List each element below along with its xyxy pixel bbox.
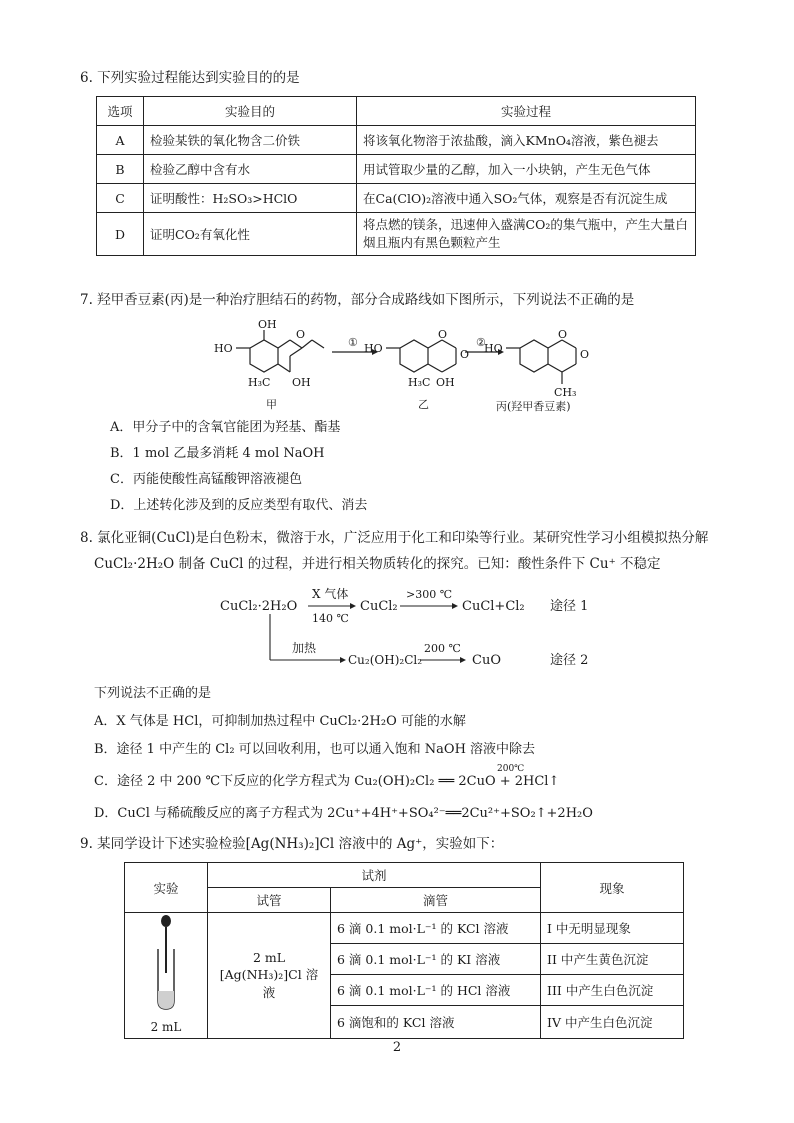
header-dropper: 滴管 [331,888,541,913]
q7-option-a: A．甲分子中的含氧官能团为羟基、酯基 [110,420,341,435]
route-t200: 200 ℃ [424,642,461,655]
cell: 证明CO₂有氧化性 [144,213,357,256]
q9-stem: 9. 某同学设计下述实验检验[Ag(NH₃)₂]Cl 溶液中的 Ag⁺，实验如下： [80,836,504,852]
cell: 6 滴 0.1 mol·L⁻¹ 的 HCl 溶液 [331,974,541,1005]
label-step1: ① [348,336,358,349]
arrow-head-icon [350,603,356,609]
label-ch3: CH₃ [554,386,577,399]
cell: III 中产生白色沉淀 [541,974,684,1005]
cell: 将该氧化物溶于浓盐酸，滴入KMnO₄溶液，紫色褪去 [357,126,696,155]
label-o: O [558,328,568,341]
label-oh: OH [258,318,277,331]
table-row [97,213,696,256]
header-tube: 试管 [208,888,331,913]
cell: 证明酸性：H₂SO₃>HClO [144,184,357,213]
cell: B [97,155,144,184]
cell: 6 滴 0.1 mol·L⁻¹ 的 KCl 溶液 [331,913,541,944]
route-path2: 途径 2 [550,653,589,668]
q7-option-b: B．1 mol 乙最多消耗 4 mol NaOH [110,446,325,461]
page-number: 2 [392,1040,402,1055]
route-path1: 途径 1 [550,599,589,614]
cell: 将点燃的镁条，迅速伸入盛满CO₂的集气瓶中，产生大量白烟且瓶内有黑色颗粒产生 [357,213,696,256]
cell: 6 滴饱和的 KCl 溶液 [331,1005,541,1038]
label-oh: OH [292,376,311,389]
q8-route-diagram [220,582,640,676]
cell: 在Ca(ClO)₂溶液中通入SO₂气体，观察是否有沉淀生成 [357,184,696,213]
cell: 用试管取少量的乙醇，加入一小块钠，产生无色气体 [357,155,696,184]
tube-volume: 2 mL [150,1020,182,1034]
cell: 检验某铁的氧化物含二价铁 [144,126,357,155]
label-o: O [460,348,470,361]
label-o: O [296,328,306,341]
q8-option-a: A．X 气体是 HCl，可抑制加热过程中 CuCl₂·2H₂O 可能的水解 [94,714,466,729]
arrow-head-icon [460,657,466,663]
header-option: 选项 [97,97,144,126]
q7-synthesis-scheme [200,318,620,414]
route-t140: 140 ℃ [312,612,349,625]
cell: I 中无明显现象 [541,913,684,944]
q7-option-d: D．上述转化涉及到的反应类型有取代、消去 [110,498,368,513]
table-row [97,155,696,184]
q6-table [96,96,696,256]
q6-stem: 6. 下列实验过程能达到实验目的的是 [80,70,300,86]
cell: A [97,126,144,155]
q8-lead: 下列说法不正确的是 [94,686,212,701]
route-mid1: CuCl₂ [360,599,398,614]
label-oh: OH [436,376,455,389]
label-ho: HO [214,342,233,355]
header-exp: 实验 [125,863,208,913]
label-jia: 甲 [266,398,277,411]
q7-stem: 7. 羟甲香豆素(丙)是一种治疗胆结石的药物，部分合成路线如下图所示，下列说法不正确的是 [80,292,635,308]
cell: II 中产生黄色沉淀 [541,943,684,974]
table-row [125,913,684,944]
header-reagent: 试剂 [208,863,541,888]
q9-table [124,862,684,1039]
arrow-head-icon [340,657,346,663]
tube-content: 2 mL [Ag(NH₃)₂]Cl 溶液 [208,913,331,1039]
cell: IV 中产生白色沉淀 [541,1005,684,1038]
q8-stem-line2: CuCl₂·2H₂O 制备 CuCl 的过程，并进行相关物质转化的探究。已知：酸性条件下 Cu⁺ 不稳定 [94,556,661,572]
q8-option-c: C．途径 2 中 200 ℃下反应的化学方程式为 Cu₂(OH)₂Cl₂ ══ 2CuO + 2HCl↑ [94,774,560,789]
label-ho: HO [484,342,503,355]
label-o: O [438,328,448,341]
cell: D [97,213,144,256]
header-phenomenon: 现象 [541,863,684,913]
route-end2: CuO [472,653,501,668]
label-ho: HO [364,342,383,355]
header-process: 实验过程 [357,97,696,126]
route-end1: CuCl+Cl₂ [462,599,525,614]
cell: 检验乙醇中含有水 [144,155,357,184]
table-row [97,184,696,213]
q8-option-b: B．途径 1 中产生的 Cl₂ 可以回收利用，也可以通入饱和 NaOH 溶液中除去 [94,742,536,757]
label-yi: 乙 [418,398,429,411]
table-row [97,126,696,155]
label-h3c: H₃C [408,376,431,389]
arrow-head-icon [452,603,458,609]
header-purpose: 实验目的 [144,97,357,126]
q8-c-condition: 200℃ [497,764,525,774]
table-row [97,97,696,126]
route-t300: >300 ℃ [406,588,453,601]
label-h3c: H₃C [248,376,271,389]
cell: 6 滴 0.1 mol·L⁻¹ 的 KI 溶液 [331,943,541,974]
q8-option-d: D．CuCl 与稀硫酸反应的离子方程式为 2Cu⁺+4H⁺+SO₄²⁻══2Cu²⁺+SO₂↑+2H₂O [94,806,593,821]
label-step2: ② [476,336,486,349]
route-mid2: Cu₂(OH)₂Cl₂ [348,653,423,667]
label-bing: 丙(羟甲香豆素) [496,400,571,413]
q8-stem-line1: 8. 氯化亚铜(CuCl)是白色粉末，微溶于水，广泛应用于化工和印染等行业。某研究性学习小组模拟热分解 [80,530,709,546]
exp-figure [125,913,208,1039]
label-o: O [580,348,590,361]
route-x-gas: X 气体 [312,587,349,601]
q7-option-c: C．丙能使酸性高锰酸钾溶液褪色 [110,472,302,487]
route-heat: 加热 [292,641,317,655]
route-start: CuCl₂·2H₂O [220,599,298,614]
test-tube-dropper-icon [136,913,196,1021]
table-row [125,863,684,888]
cell: C [97,184,144,213]
